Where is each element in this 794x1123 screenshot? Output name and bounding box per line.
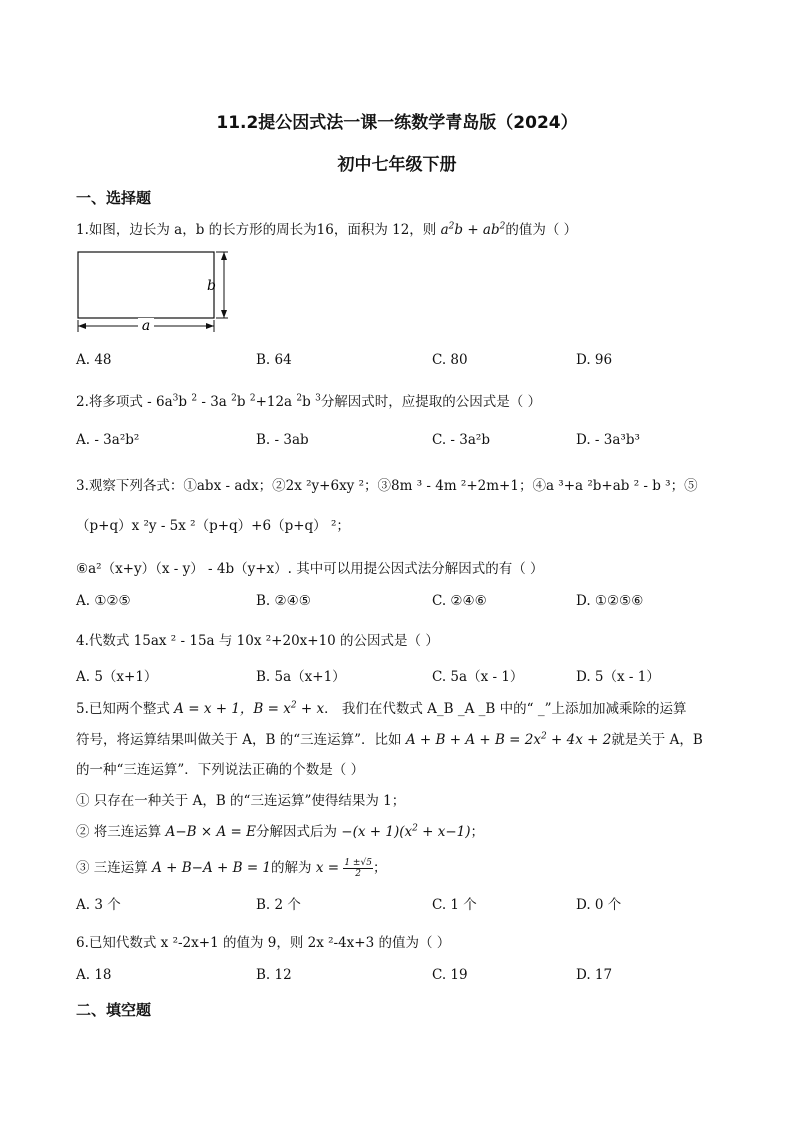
question-5-options xyxy=(76,893,736,913)
stmt-2-factored: $-(x + 1)(x^2 + x-1)$ xyxy=(341,823,471,840)
stmt-2-prefix: ② 将三连运算 xyxy=(76,824,166,840)
question-5-line-1 xyxy=(76,697,686,717)
rectangle-shape xyxy=(78,252,214,318)
option-a[interactable]: A. 48 xyxy=(76,352,112,368)
section-choice: 一、选择题 xyxy=(76,189,152,207)
stmt-3-suffix: ； xyxy=(372,860,387,876)
section-fill-blank: 二、填空题 xyxy=(76,1001,152,1019)
stmt-3-equation: A + B−A + B = 1 xyxy=(152,860,272,876)
question-1-suffix: 的值为（ ） xyxy=(505,222,578,238)
question-2 xyxy=(76,390,541,410)
option-c[interactable]: C. 5a（x - 1） xyxy=(432,669,524,685)
question-3-options xyxy=(76,593,736,613)
option-d[interactable]: D. 0 个 xyxy=(576,897,622,913)
option-b[interactable]: B. 5a（x+1） xyxy=(256,669,346,685)
option-b[interactable]: B. 12 xyxy=(256,967,292,983)
option-d[interactable]: D. ①②⑤⑥ xyxy=(576,593,644,609)
option-c[interactable]: C. 1 个 xyxy=(432,897,477,913)
question-5-example: $A + B + A + B = 2x^2 + 4x + 2$ xyxy=(405,731,612,748)
question-5-text: 5.已知两个整式 xyxy=(76,701,175,717)
option-a[interactable]: A. 5（x+1） xyxy=(76,669,158,685)
question-2-options xyxy=(76,432,736,452)
stmt-2-mid: 分解因式后为 xyxy=(255,824,342,840)
option-a[interactable]: A. ①②⑤ xyxy=(76,593,131,609)
rectangle-figure xyxy=(76,248,236,336)
question-6-options xyxy=(76,967,736,987)
side-a-label: a xyxy=(141,318,151,334)
question-5-statement-1: ① 只存在一种关于 A，B 的“三连运算”使得结果为 1； xyxy=(76,793,406,809)
question-5-text-cont: ． 我们在代数式 A_B _A _B 中的“ _”上添加加减乘除的运算 xyxy=(324,701,687,717)
option-c[interactable]: C. ②④⑥ xyxy=(432,593,487,609)
question-3-line-1: 3.观察下列各式：①abx - adx；②2x ²y+6xy ²；③8m ³ - 4m ²+2m+1；④a ³+a ²b+ab ² - b ³；⑤ xyxy=(76,478,698,494)
question-4-options xyxy=(76,665,736,685)
question-5-line-2 xyxy=(76,728,703,748)
question-6: 6.已知代数式 x ²-2x+1 的值为 9，则 2x ²-4x+3 的值为（ ） xyxy=(76,935,451,951)
question-5-statement-2 xyxy=(76,820,484,840)
page-subtitle: 初中七年级下册 xyxy=(337,155,457,175)
option-d[interactable]: D. - 3a³b³ xyxy=(576,432,640,448)
question-5-definitions: A = x + 1，$B = x^2 + x$ xyxy=(174,700,325,717)
option-a[interactable]: A. - 3a²b² xyxy=(76,432,140,448)
stmt-3-mid: 的解为 xyxy=(271,860,316,876)
option-b[interactable]: B. ②④⑤ xyxy=(256,593,311,609)
option-c[interactable]: C. 19 xyxy=(432,967,468,983)
option-d[interactable]: D. 96 xyxy=(576,352,613,368)
question-5-line-3: 的一种“三连运算”．下列说法正确的个数是（ ） xyxy=(76,762,365,778)
option-c[interactable]: C. 80 xyxy=(432,352,468,368)
question-2-text: 2.将多项式 - 6a xyxy=(76,394,173,410)
stmt-3-solution: x = $\frac{1 \pm√5}{2}$ xyxy=(315,858,372,879)
option-a[interactable]: A. 3 个 xyxy=(76,897,121,913)
question-5-text-2: 符号，将运算结果叫做关于 A，B 的“三连运算”．比如 xyxy=(76,732,406,748)
option-b[interactable]: B. 64 xyxy=(256,352,292,368)
option-d[interactable]: D. 5（x - 1） xyxy=(576,669,660,685)
stmt-2-expression: A−B × A = E xyxy=(165,824,256,840)
question-2-suffix: 分解因式时，应提取的公因式是（ ） xyxy=(320,394,542,410)
question-1 xyxy=(76,218,577,238)
question-1-expression: $a^2b + ab^2$ xyxy=(440,221,506,238)
option-d[interactable]: D. 17 xyxy=(576,967,613,983)
question-4: 4.代数式 15ax ² - 15a 与 10x ²+20x+10 的公因式是（ ） xyxy=(76,633,439,649)
question-1-options xyxy=(76,352,736,372)
question-1-text: 1.如图，边长为 a，b 的长方形的周长为16，面积为 12，则 xyxy=(76,222,441,238)
stmt-2-suffix: ； xyxy=(470,824,485,840)
option-a[interactable]: A. 18 xyxy=(76,967,112,983)
question-3-line-3: ⑥a²（x+y）（x - y） - 4b（y+x）. 其中可以用提公因式法分解因式的有（ ） xyxy=(76,561,544,577)
option-b[interactable]: B. 2 个 xyxy=(256,897,301,913)
question-5-text-2b: 就是关于 A，B xyxy=(611,732,703,748)
stmt-3-prefix: ③ 三连运算 xyxy=(76,860,153,876)
side-b-label: b xyxy=(207,278,216,294)
page-title: 11.2提公因式法一课一练数学青岛版（2024） xyxy=(216,113,578,133)
option-b[interactable]: B. - 3ab xyxy=(256,432,309,448)
question-2-expression: $^3$b $^2$ - 3a $^2$b $^2$+12a $^2$b $^3$ xyxy=(172,393,321,410)
question-3-line-2: （p+q）x ²y - 5x ²（p+q）+6（p+q） ²； xyxy=(76,518,350,534)
option-c[interactable]: C. - 3a²b xyxy=(432,432,490,448)
question-5-statement-3 xyxy=(76,856,386,879)
